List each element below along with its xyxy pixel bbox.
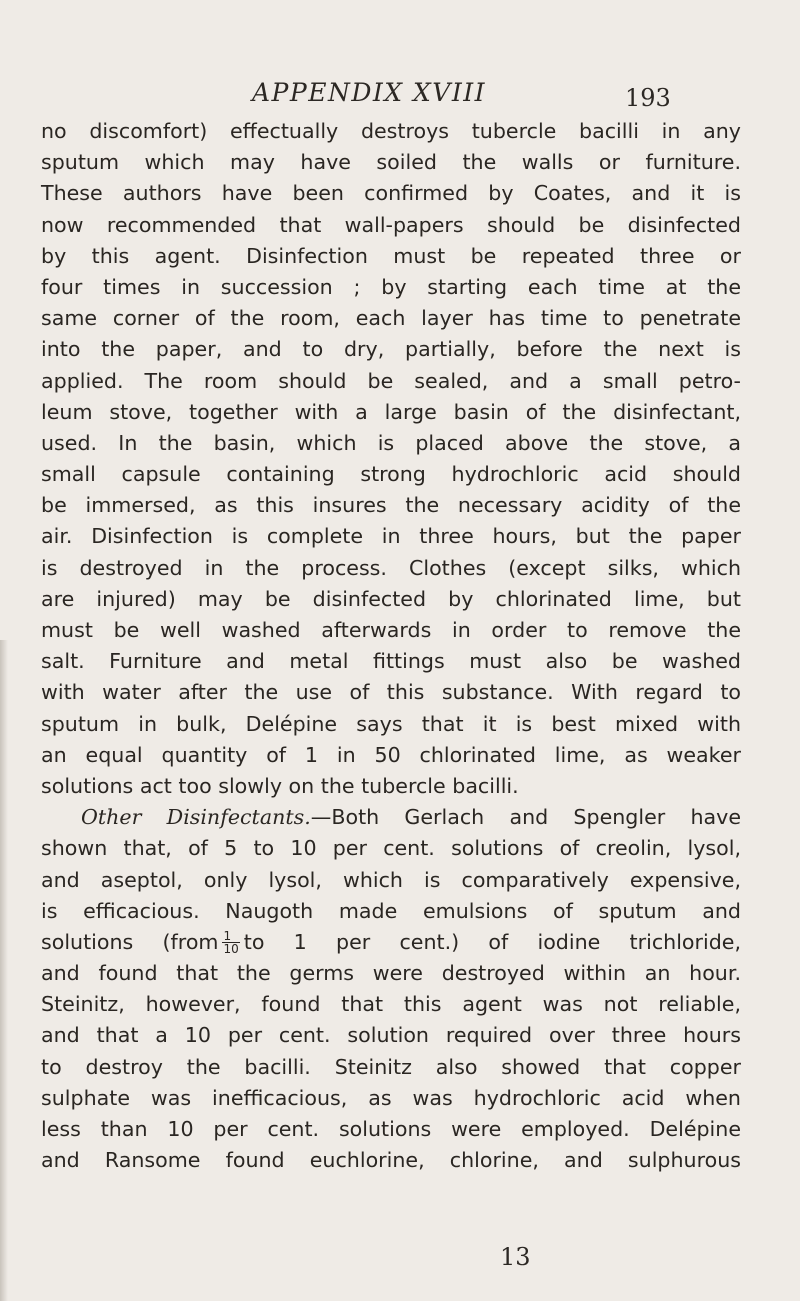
signature-mark: 13 — [500, 1243, 531, 1271]
text-line: leum stove, together with a large basin of the disinfectant, — [41, 399, 741, 424]
text-line: sputum which may have soiled the walls or furniture. — [41, 150, 741, 175]
text-line: is efficacious. Naugoth made emulsions of sputum and — [41, 898, 741, 923]
section-heading-rest: —Both Gerlach and Spengler have — [310, 805, 741, 830]
text-line: and Ransome found euchlorine, chlorine, and sulphurous — [41, 1148, 741, 1173]
text-line: These authors have been confirmed by Coates, and it is — [41, 181, 741, 206]
text-line: four times in succession ; by starting each time at the — [41, 274, 741, 299]
running-head: APPENDIX XVIII — [252, 78, 486, 107]
fraction — [222, 930, 239, 955]
fraction-line — [41, 927, 741, 958]
section-heading-line — [41, 802, 741, 833]
text-line: is destroyed in the process. Clothes (except silks, which — [41, 555, 741, 580]
text-line: shown that, of 5 to 10 per cent. solutions of creolin, lysol, — [41, 836, 741, 861]
text-line: solutions act too slowly on the tubercle bacilli. — [41, 773, 519, 798]
text-line: less than 10 per cent. solutions were employed. Delépine — [41, 1117, 741, 1141]
text-line: now recommended that wall-papers should be disinfected — [41, 212, 741, 237]
text-line: into the paper, and to dry, partially, before the next is — [41, 337, 741, 362]
text-line: sputum in bulk, Delépine says that it is best mixed with — [41, 711, 741, 736]
text-line: same corner of the room, each layer has time to penetrate — [41, 306, 741, 331]
text-line: air. Disinfection is complete in three hours, but the paper — [41, 524, 741, 549]
text-line: and that a 10 per cent. solution required over three hours — [41, 1023, 741, 1048]
fraction-numerator: 1 — [222, 930, 239, 943]
text-line: and found that the germs were destroyed within an hour. — [41, 961, 741, 986]
page-header — [0, 78, 800, 114]
text-line: must be well washed afterwards in order to remove the — [41, 618, 741, 642]
fraction-denominator: 10 — [223, 942, 239, 957]
text-line: an equal quantity of 1 in 50 chlorinated lime, as weaker — [41, 742, 741, 767]
text-line: used. In the basin, which is placed above the stove, a — [41, 430, 741, 455]
text-line: sulphate was inefficacious, as was hydrochloric acid when — [41, 1085, 741, 1110]
text-line: and aseptol, only lysol, which is comparatively expensive, — [41, 867, 741, 892]
text-line: no discomfort) effectually destroys tubercle bacilli in any — [41, 119, 741, 143]
text-line: small capsule containing strong hydrochloric acid should — [41, 462, 741, 487]
text-line: by this agent. Disinfection must be repeated three or — [41, 243, 741, 268]
text-line: with water after the use of this substance. With regard to — [41, 680, 741, 705]
page-edge-shadow — [0, 640, 8, 1301]
body-text — [41, 116, 741, 1176]
text-line: applied. The room should be sealed, and a small petro- — [41, 368, 741, 393]
fraction-line-after: to 1 per cent.) of iodine trichloride, — [243, 929, 741, 954]
fraction-line-before: solutions (from — [41, 929, 219, 954]
text-line: salt. Furniture and metal fittings must also be washed — [41, 649, 741, 674]
section-heading: Other Disinfectants. — [81, 805, 311, 830]
text-line: to destroy the bacilli. Steinitz also showed that copper — [41, 1054, 741, 1079]
text-line: be immersed, as this insures the necessary acidity of the — [41, 493, 741, 518]
text-line: Steinitz, however, found that this agent was not reliable, — [41, 992, 741, 1017]
page-number: 193 — [625, 84, 671, 112]
text-line: are injured) may be disinfected by chlorinated lime, but — [41, 586, 741, 611]
